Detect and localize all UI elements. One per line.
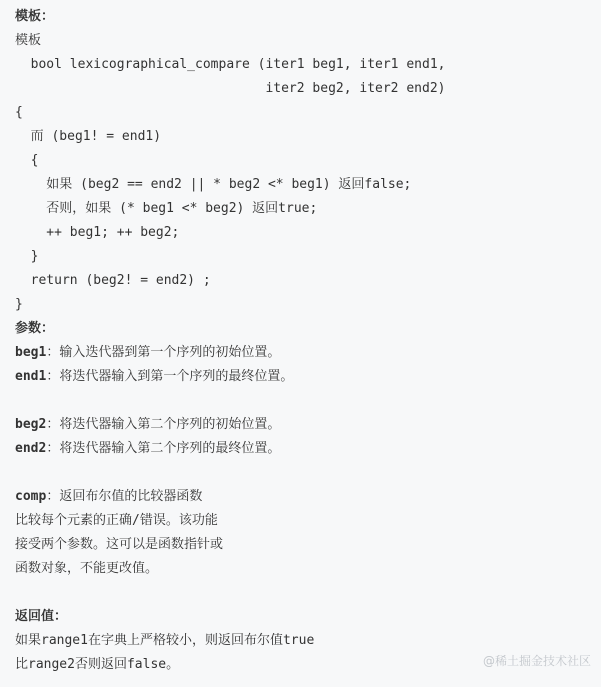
return-line-1: 如果range1在字典上严格较小，则返回布尔值true	[15, 633, 315, 648]
code-signature-line-1: bool lexicographical_compare (iter1 beg1, iter1 end1,	[15, 57, 446, 72]
code-signature-line-2: iter2 beg2, iter2 end2)	[15, 81, 446, 96]
code-close-brace: }	[15, 297, 23, 312]
param-beg1	[15, 341, 280, 365]
return-line-2: 比range2否则返回false。	[15, 657, 180, 672]
code-inner-close-brace: }	[15, 249, 39, 264]
param-name: end2	[15, 441, 47, 456]
param-end2	[15, 437, 280, 461]
param-name: beg2	[15, 417, 47, 432]
param-description: ：输入迭代器到第一个序列的初始位置。	[46, 345, 281, 360]
code-if-line: 如果 (beg2 == end2 || * beg2 <* beg1) 返回false;	[15, 177, 412, 192]
return-heading: 返回值：	[15, 609, 68, 624]
param-beg2	[15, 413, 280, 437]
code-inner-open-brace: {	[15, 153, 39, 168]
code-increment-line: ++ beg1; ++ beg2;	[15, 225, 180, 240]
param-name: comp	[15, 489, 47, 504]
param-comp	[15, 485, 202, 509]
param-description: ：将迭代器输入到第一个序列的最终位置。	[46, 369, 294, 384]
code-else-line: 否则，如果 (* beg1 <* beg2) 返回true;	[15, 201, 318, 216]
template-label: 模板	[15, 33, 42, 48]
code-open-brace: {	[15, 105, 23, 120]
params-heading: 参数：	[15, 321, 55, 336]
code-return-line: return (beg2! = end2) ;	[15, 273, 211, 288]
param-name: end1	[15, 369, 47, 384]
template-heading: 模板：	[15, 9, 55, 24]
watermark: @稀土掘金技术社区	[482, 654, 591, 668]
param-description: ：返回布尔值的比较器函数	[46, 489, 203, 504]
param-end1	[15, 365, 293, 389]
param-description: ：将迭代器输入第二个序列的初始位置。	[46, 417, 281, 432]
param-comp-desc-line-2: 比较每个元素的正确/错误。该功能	[15, 513, 218, 528]
param-comp-desc-line-4: 函数对象，不能更改值。	[15, 561, 159, 576]
param-comp-desc-line-3: 接受两个参数。这可以是函数指针或	[15, 537, 224, 552]
param-name: beg1	[15, 345, 47, 360]
code-while-line: 而 (beg1! = end1)	[15, 129, 162, 144]
param-description: ：将迭代器输入第二个序列的最终位置。	[46, 441, 281, 456]
